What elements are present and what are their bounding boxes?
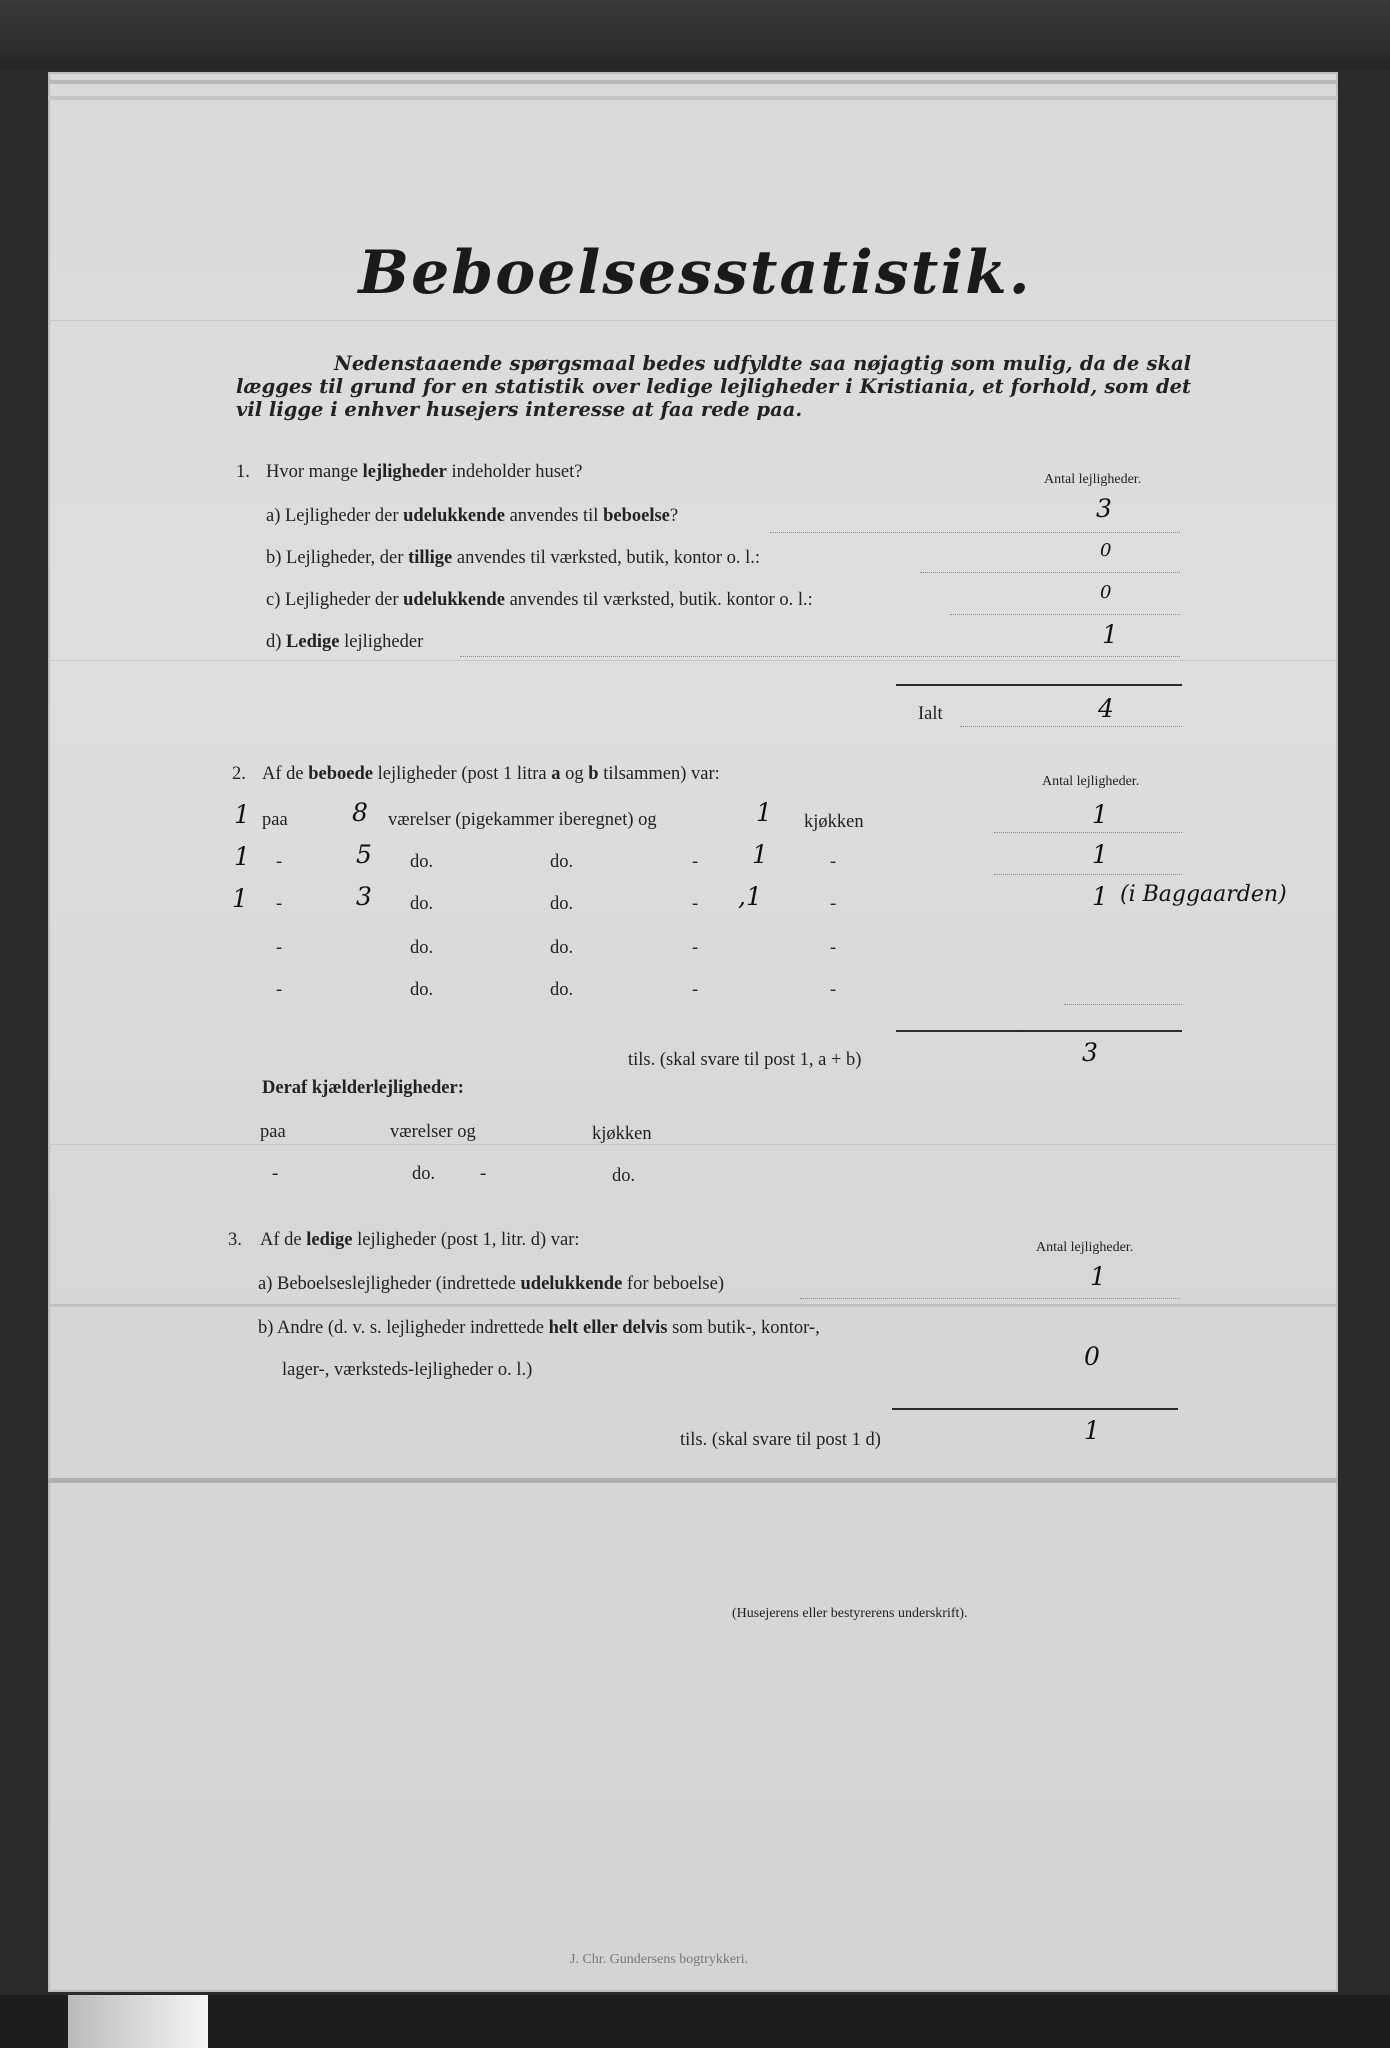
q2-cellar-paa: paa	[260, 1122, 286, 1142]
q3-column-header: Antal lejligheder.	[1036, 1240, 1134, 1255]
q2-row1-vaerelser: værelser (pigekammer iberegnet) og	[388, 810, 657, 830]
q3-total-rule	[892, 1408, 1178, 1410]
q1-row-b-value: 0	[1100, 540, 1112, 561]
q2-number: 2.	[232, 764, 246, 784]
q2-row2-count: 1	[234, 842, 250, 871]
q2-tils-label: tils. (skal svare til post 1, a + b)	[628, 1050, 862, 1070]
q1-column-header: Antal lejligheder.	[1044, 472, 1142, 487]
q2-row5-do2: do.	[550, 980, 574, 1000]
q2-row1-kitchens: 1	[756, 798, 772, 827]
q2-row2-value: 1	[1092, 840, 1108, 869]
q3-row-b-line2: lager-, værksteds-lejligheder o. l.)	[282, 1360, 533, 1380]
q1-row-a-value: 3	[1096, 494, 1112, 523]
q1-row-b-label: b) Lejligheder, der tillige anvendes til værksted, butik, kontor o. l.:	[266, 548, 761, 568]
q2-cellar-kjokken: kjøkken	[592, 1124, 652, 1144]
q2-row1-value: 1	[1092, 800, 1108, 829]
film-edge-highlight	[68, 1995, 208, 2048]
q2-cellar-heading: Deraf kjælderlejligheder:	[262, 1078, 464, 1098]
q2-row5-dash3: -	[830, 980, 837, 1000]
q2-row3-dash2: -	[692, 894, 699, 914]
q2-row4-do1: do.	[410, 938, 434, 958]
printer-imprint: J. Chr. Gundersens bogtrykkeri.	[570, 1952, 749, 1967]
q2-cellar-do1: do.	[412, 1164, 436, 1184]
q2-total-rule	[896, 1030, 1182, 1032]
microfilm-frame-bottom	[0, 1995, 1390, 2048]
q2-cellar-dash2: -	[480, 1164, 487, 1184]
q2-row1-rooms: 8	[352, 798, 368, 827]
q3-row-a-label: a) Beboelseslejligheder (indrettede udelukkende for beboelse)	[258, 1274, 725, 1294]
q2-row4-dash3: -	[830, 938, 837, 958]
q2-row3-count: 1	[232, 884, 248, 913]
q2-question: Af de beboede lejligheder (post 1 litra a og b tilsammen) var:	[262, 764, 720, 784]
q2-row2-rooms: 5	[356, 840, 372, 869]
q2-cellar-dash: -	[272, 1164, 279, 1184]
q2-row3-value: 1	[1092, 882, 1108, 911]
q2-row5-dash: -	[276, 980, 283, 1000]
q3-number: 3.	[228, 1230, 242, 1250]
q2-row1-count: 1	[234, 800, 250, 829]
q2-cellar-vaerelser: værelser og	[390, 1122, 476, 1142]
q2-row4-do2: do.	[550, 938, 574, 958]
q2-row1-paa: paa	[262, 810, 288, 830]
q1-row-a-label: a) Lejligheder der udelukkende anvendes til beboelse?	[266, 506, 679, 526]
q1-total-rule	[896, 684, 1182, 686]
q3-row-b-value: 0	[1084, 1342, 1100, 1371]
q1-row-d-value: 1	[1102, 620, 1118, 649]
q2-row5-dash2: -	[692, 980, 699, 1000]
q2-tils-value: 3	[1082, 1038, 1098, 1067]
q2-cellar-do2: do.	[612, 1166, 636, 1186]
q2-row3-dash: -	[276, 894, 283, 914]
q2-row3-do2: do.	[550, 894, 574, 914]
q2-row5-do1: do.	[410, 980, 434, 1000]
q2-row3-do1: do.	[410, 894, 434, 914]
q3-row-b-label: b) Andre (d. v. s. lejligheder indrettede helt eller delvis som butik-, kontor-,	[258, 1318, 820, 1338]
q2-row2-dash3: -	[830, 852, 837, 872]
q1-question: Hvor mange lejligheder indeholder huset?	[266, 462, 583, 482]
q2-row3-dash3: -	[830, 894, 837, 914]
q1-row-c-label: c) Lejligheder der udelukkende anvendes til værksted, butik. kontor o. l.:	[266, 590, 813, 610]
q2-row4-dash: -	[276, 938, 283, 958]
q2-row2-kitchens: 1	[752, 840, 768, 869]
q1-number: 1.	[236, 462, 250, 482]
intro-paragraph: Nedenstaaende spørgsmaal bedes udfyldte saa nøjagtig som mulig, da de skal lægges til grund for en statistik over ledige lejligheder i Kristiania, et forhold, som det vil ligge i enhver husejers interesse at faa rede paa.	[236, 352, 1191, 421]
q2-column-header: Antal lejligheder.	[1042, 774, 1140, 789]
q1-total-value: 4	[1098, 694, 1114, 723]
q2-row4-dash2: -	[692, 938, 699, 958]
q1-row-d-label: d) Ledige lejligheder	[266, 632, 424, 652]
microfilm-frame-top	[0, 0, 1390, 70]
q3-question: Af de ledige lejligheder (post 1, litr. d) var:	[260, 1230, 580, 1250]
q3-tils-value: 1	[1084, 1416, 1100, 1445]
q1-row-c-value: 0	[1100, 582, 1112, 603]
q2-row3-kitchens: ,1	[738, 882, 762, 911]
q2-row3-note: (i Baggaarden)	[1120, 882, 1287, 907]
q2-row3-rooms: 3	[356, 882, 372, 911]
page-title: Beboelsesstatistik.	[358, 238, 1032, 308]
q3-row-a-value: 1	[1090, 1262, 1106, 1291]
q2-row2-dash2: -	[692, 852, 699, 872]
q2-row1-kjokken: kjøkken	[804, 812, 864, 832]
q2-row2-do1: do.	[410, 852, 434, 872]
q2-row2-dash: -	[276, 852, 283, 872]
q2-row2-do2: do.	[550, 852, 574, 872]
signature-caption: (Husejerens eller bestyrerens underskrift).	[732, 1606, 968, 1621]
q1-total-label: Ialt	[918, 704, 943, 724]
q3-tils-label: tils. (skal svare til post 1 d)	[680, 1430, 881, 1450]
